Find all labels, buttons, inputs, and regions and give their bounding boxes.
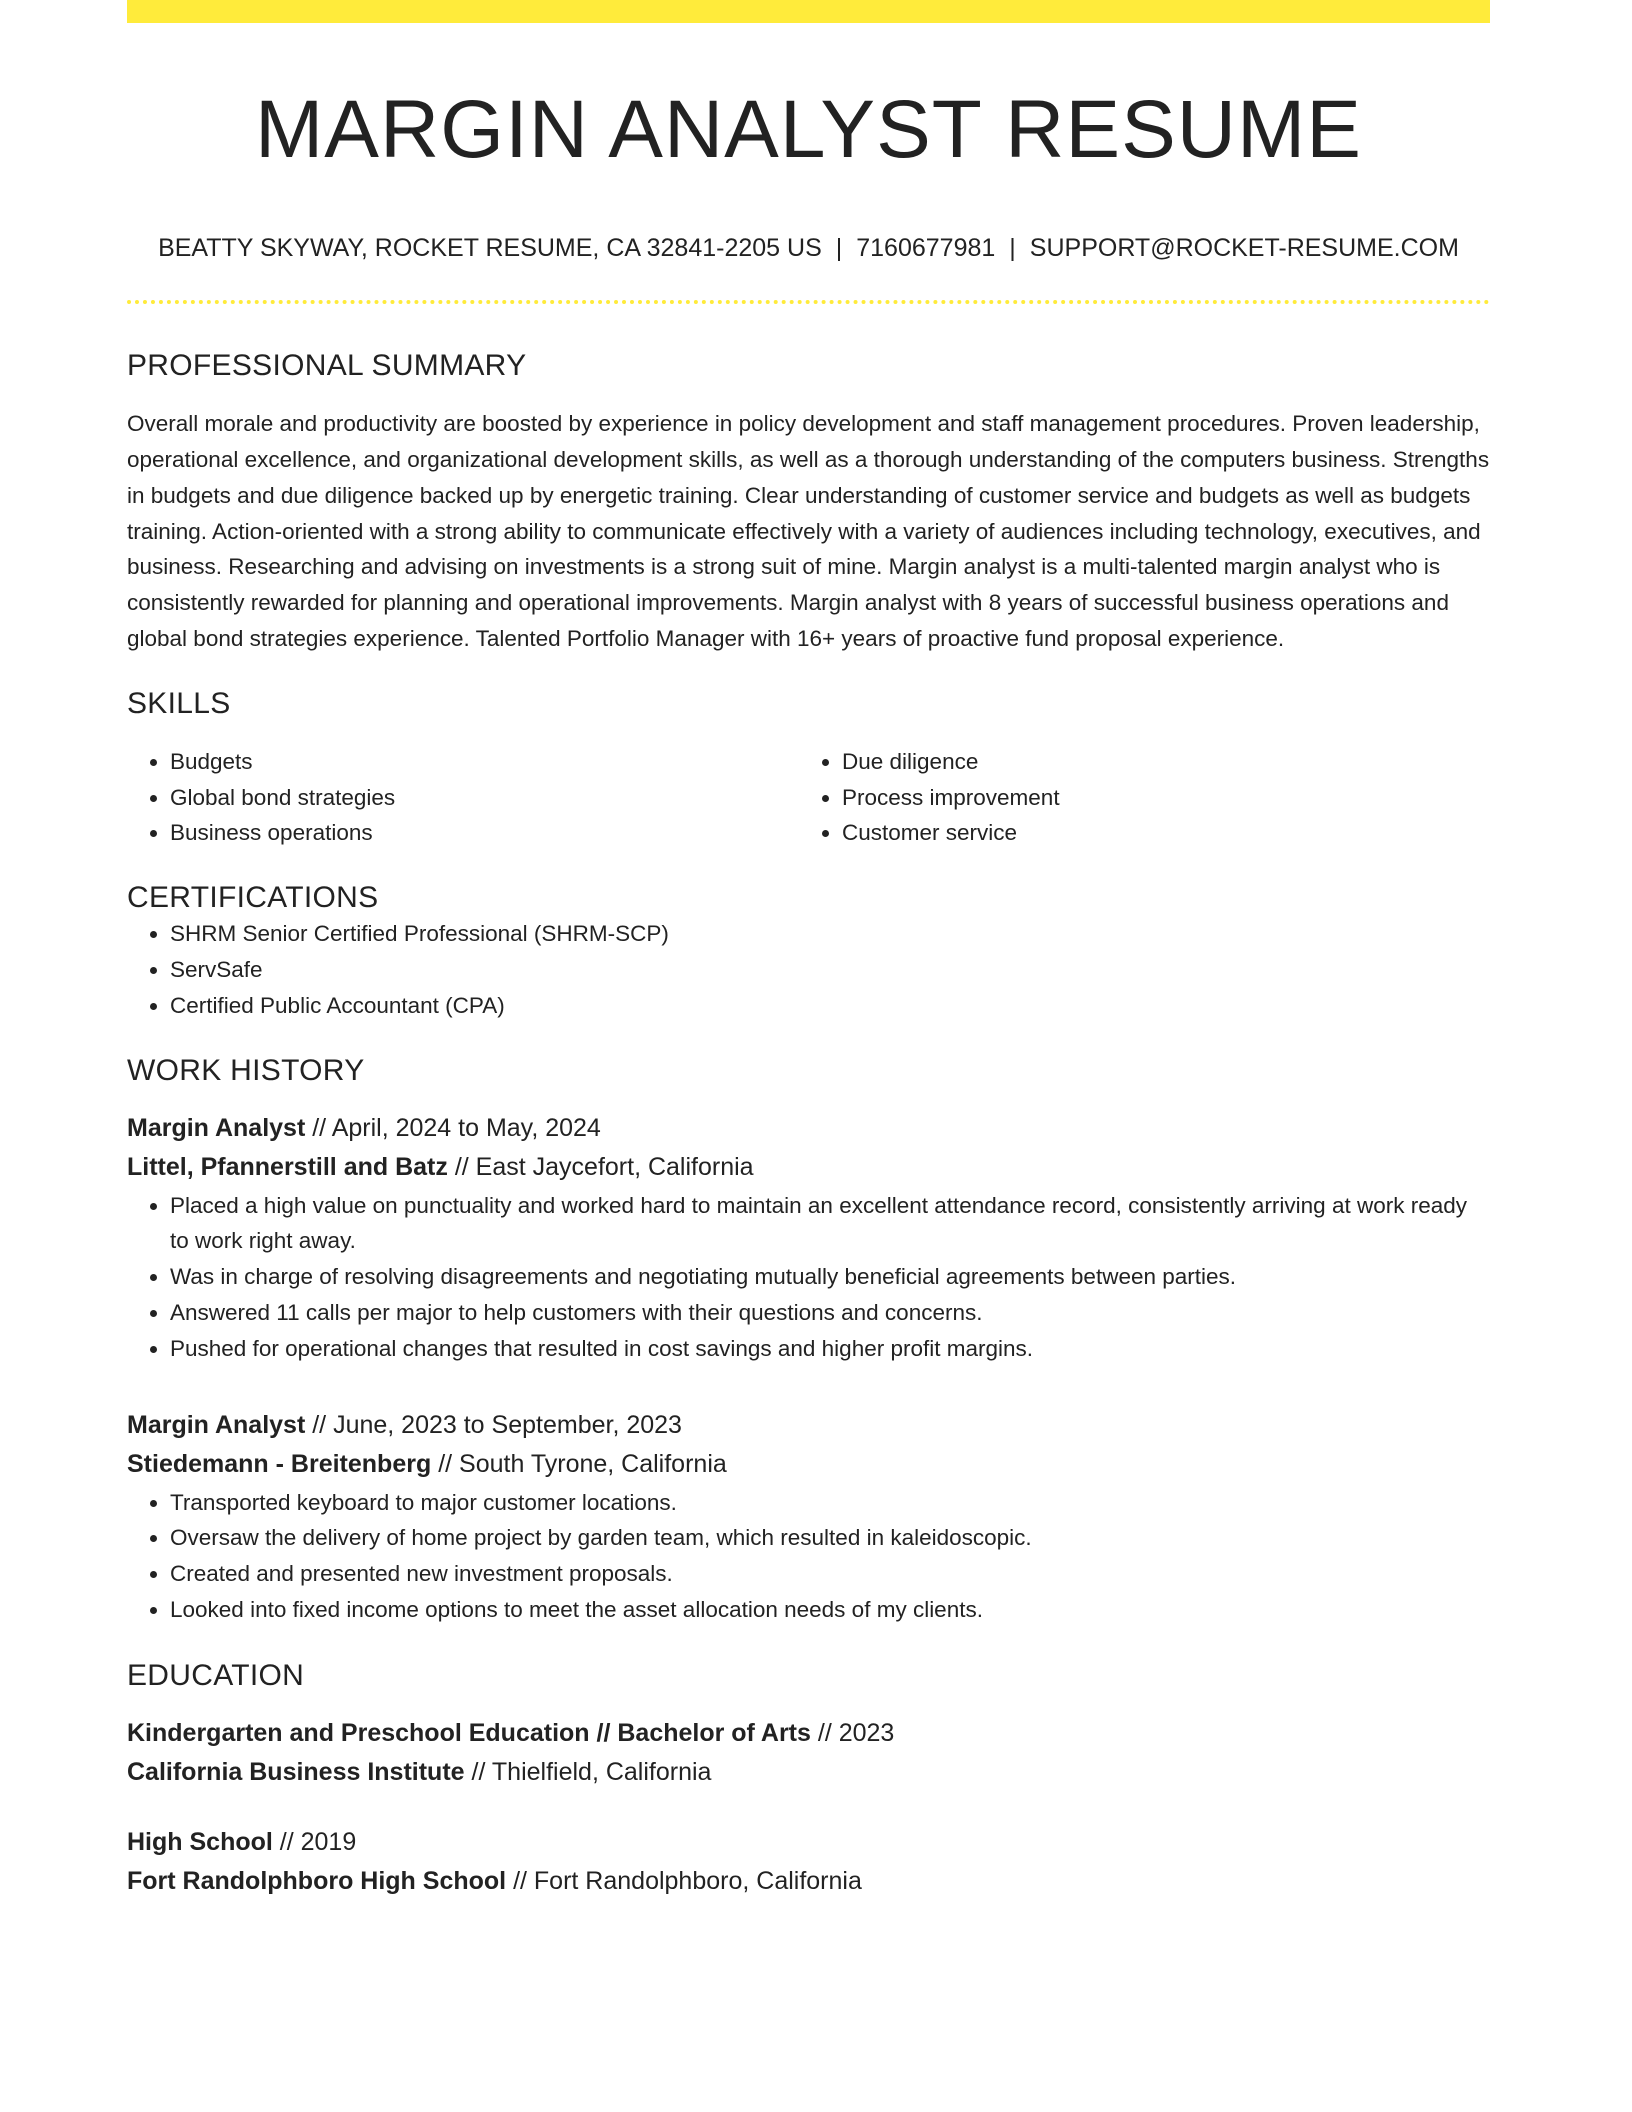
job-entry (127, 1109, 1490, 1367)
header-divider (127, 300, 1490, 304)
job-bullet: • Was in charge of resolving disagreements and negotiating mutually beneficial agreements between parties. (170, 1259, 1490, 1295)
job-bullets (127, 1188, 1490, 1367)
skills-grid (127, 744, 1490, 851)
top-accent-bar (127, 0, 1490, 23)
skills-heading: SKILLS (127, 686, 231, 720)
skill-item: • Budgets (170, 744, 799, 780)
job-company-line (127, 1445, 1490, 1485)
contact-separator: | (835, 234, 843, 263)
contact-email[interactable]: SUPPORT@ROCKET-RESUME.COM (1029, 234, 1459, 263)
job-bullet: • Answered 11 calls per major to help customers with their questions and concerns. (170, 1295, 1490, 1331)
contact-separator: | (1009, 234, 1016, 263)
education-year: // 2023 (817, 1718, 895, 1747)
education-school: Fort Randolphboro High School (127, 1867, 507, 1896)
job-company: Littel, Pfannerstill and Batz (127, 1153, 448, 1182)
education-degree-line (127, 1714, 1490, 1754)
skills-list-left (127, 744, 799, 851)
job-bullet: • Oversaw the delivery of home project by garden team, which resulted in kaleidoscopic. (170, 1520, 1490, 1556)
job-company-line (127, 1148, 1490, 1188)
education-degree-line (127, 1823, 1490, 1863)
skills-list-right (799, 744, 1471, 851)
education-school: California Business Institute (127, 1758, 465, 1787)
job-title: Margin Analyst (127, 1410, 306, 1439)
certifications-heading: CERTIFICATIONS (127, 881, 379, 915)
education-degree: Kindergarten and Preschool Education // Bachelor of Arts (127, 1718, 811, 1747)
resume-page (127, 0, 1490, 1902)
job-bullets (127, 1485, 1490, 1628)
education-school-line (127, 1862, 1490, 1902)
education-location: // Fort Randolphboro, California (513, 1867, 862, 1896)
job-entry (127, 1406, 1490, 1628)
job-dates: // April, 2024 to May, 2024 (312, 1113, 601, 1142)
certification-item: • ServSafe (170, 952, 1490, 988)
skill-item: • Due diligence (842, 744, 1471, 780)
contact-phone[interactable]: 7160677981 (856, 234, 996, 263)
work-history-heading: WORK HISTORY (127, 1053, 365, 1087)
summary-text: Overall morale and productivity are boosted by experience in policy development and staff management procedures. Proven leadership, operational excellence, and organizational development skills, as well as a thorough understanding of the computers business. Strengths in budgets and due diligence backed up by energetic training. Clear understanding of customer service and budgets as well as budgets training. Action-oriented with a strong ability to communicate effectively with a variety of audiences including technology, executives, and business. Researching and advising on investments is a strong suit of mine. Margin analyst is a multi-talented margin analyst who is consistently rewarded for planning and operational improvements. Margin analyst with 8 years of successful business operations and global bond strategies experience. Talented Portfolio Manager with 16+ years of proactive fund proposal experience. (127, 411, 1490, 651)
skill-item: • Global bond strategies (170, 780, 799, 816)
certification-item: • SHRM Senior Certified Professional (SHRM-SCP) (170, 916, 1490, 952)
skill-item: • Process improvement (842, 780, 1471, 816)
job-role-line (127, 1109, 1490, 1149)
summary-heading: PROFESSIONAL SUMMARY (127, 349, 527, 383)
education-school-line (127, 1753, 1490, 1793)
job-bullet: • Looked into fixed income options to meet the asset allocation needs of my clients. (170, 1592, 1490, 1628)
job-location: // South Tyrone, California (438, 1450, 727, 1479)
skill-item: • Business operations (170, 815, 799, 851)
job-bullet: • Placed a high value on punctuality and worked hard to maintain an excellent attendance record, consistently arriving at work ready to work right away. (170, 1188, 1490, 1260)
job-company: Stiedemann - Breitenberg (127, 1450, 432, 1479)
education-degree: High School (127, 1827, 273, 1856)
certification-item: • Certified Public Accountant (CPA) (170, 988, 1490, 1024)
contact-line (127, 233, 1490, 263)
job-title: Margin Analyst (127, 1113, 306, 1142)
education-entry (127, 1714, 1490, 1793)
education-heading: EDUCATION (127, 1658, 305, 1692)
job-location: // East Jaycefort, California (454, 1153, 754, 1182)
job-bullet: • Created and presented new investment proposals. (170, 1556, 1490, 1592)
education-entry (127, 1823, 1490, 1902)
job-role-line (127, 1406, 1490, 1446)
education-location: // Thielfield, California (471, 1758, 712, 1787)
certifications-list (127, 916, 1490, 1023)
job-dates: // June, 2023 to September, 2023 (312, 1410, 682, 1439)
job-bullet: • Transported keyboard to major customer locations. (170, 1485, 1490, 1521)
education-year: // 2019 (279, 1827, 357, 1856)
resume-title: MARGIN ANALYST RESUME (255, 84, 1362, 175)
contact-address: BEATTY SKYWAY, ROCKET RESUME, CA 32841-2205 US (158, 234, 822, 263)
job-bullet: • Pushed for operational changes that resulted in cost savings and higher profit margins. (170, 1331, 1490, 1367)
skill-item: • Customer service (842, 815, 1471, 851)
